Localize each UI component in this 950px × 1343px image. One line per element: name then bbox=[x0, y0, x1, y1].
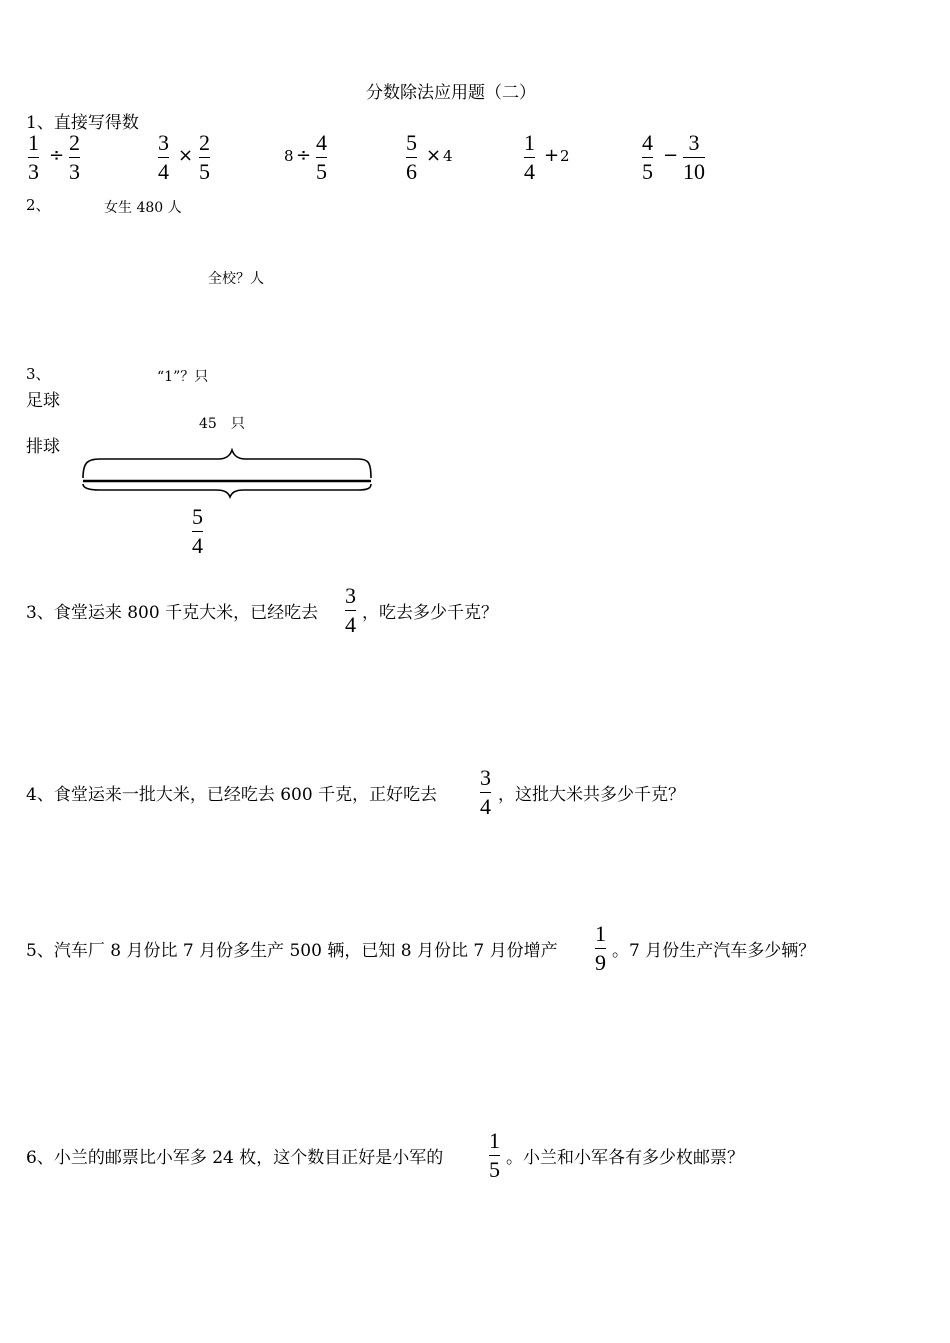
fraction: 1 4 bbox=[524, 130, 535, 184]
fraction: 1 3 bbox=[28, 130, 39, 184]
problem-text: 6、小兰的邮票比小军多 24 枚，这个数目正好是小军的 bbox=[26, 1148, 444, 1168]
volleyball-label: 排球 bbox=[26, 437, 60, 457]
fraction: 3 4 bbox=[158, 130, 169, 184]
q2-school-label: 全校？人 bbox=[208, 271, 264, 287]
problem-text: 5、汽车厂 8 月份比 7 月份多生产 500 辆，已知 8 月份比 7 月份增产 bbox=[26, 941, 558, 961]
fraction: 1 9 bbox=[595, 921, 606, 975]
problem-text: 。小兰和小军各有多少枚邮票？ bbox=[506, 1148, 744, 1168]
q2-girls-label: 女生 480 人 bbox=[104, 200, 182, 216]
problem-text: 4、食堂运来一批大米，已经吃去 600 千克，正好吃去 bbox=[26, 785, 438, 805]
fraction: 2 5 bbox=[199, 130, 210, 184]
divide-sign: ÷ bbox=[49, 145, 65, 166]
multiply-sign: × bbox=[426, 145, 442, 166]
q1-label: 1、直接写得数 bbox=[26, 113, 139, 133]
problem-text: ，这批大米共多少千克？ bbox=[498, 785, 685, 805]
football-label: 足球 bbox=[26, 391, 60, 411]
problem-text: ，吃去多少千克？ bbox=[362, 603, 498, 623]
whole-number: 4 bbox=[443, 147, 453, 165]
minus-sign: − bbox=[663, 145, 679, 166]
multiply-sign: × bbox=[178, 145, 194, 166]
fraction: 1 5 bbox=[489, 1128, 500, 1182]
whole-number: 2 bbox=[560, 147, 570, 165]
whole-number: 8 bbox=[284, 147, 294, 165]
top-brace bbox=[83, 450, 371, 478]
fraction: 3 10 bbox=[683, 130, 705, 184]
fraction: 5 6 bbox=[406, 130, 417, 184]
problem-text: 。7 月份生产汽车多少辆？ bbox=[612, 941, 816, 961]
plus-sign: + bbox=[544, 145, 560, 166]
fraction: 5 4 bbox=[192, 504, 203, 558]
q3-label: 3、 bbox=[26, 365, 51, 383]
problem-text: 3、食堂运来 800 千克大米，已经吃去 bbox=[26, 603, 319, 623]
q2-label: 2、 bbox=[26, 196, 51, 214]
page-title: 分数除法应用题（二） bbox=[366, 83, 536, 103]
fraction: 4 5 bbox=[316, 130, 327, 184]
count-label: 45 只 bbox=[199, 416, 245, 432]
unit-one-label: “1”？只 bbox=[157, 369, 209, 385]
fraction: 3 4 bbox=[345, 583, 356, 637]
divide-sign: ÷ bbox=[296, 145, 312, 166]
fraction: 2 3 bbox=[69, 130, 80, 184]
bottom-brace bbox=[83, 484, 371, 497]
fraction: 3 4 bbox=[480, 765, 491, 819]
fraction: 4 5 bbox=[642, 130, 653, 184]
